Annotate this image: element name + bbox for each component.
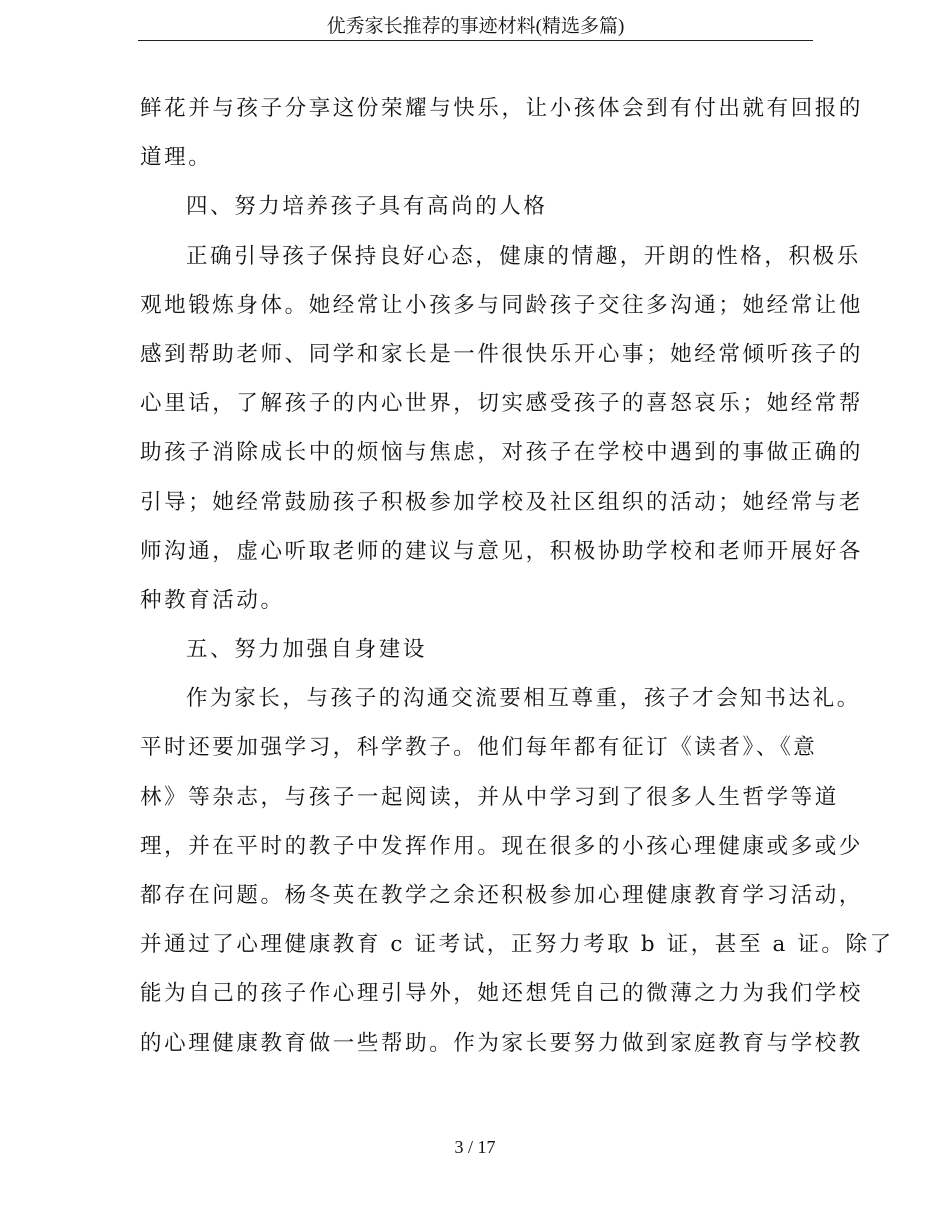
paragraph-line: 鲜花并与孩子分享这份荣耀与快乐，让小孩体会到有付出就有回报的 — [140, 96, 864, 121]
document-body — [140, 84, 894, 1068]
paragraph-line: 感到帮助老师、同学和家长是一件很快乐开心事；她经常倾听孩子的 — [140, 341, 864, 367]
paragraph-line: 道理。 — [140, 145, 213, 171]
section-heading: 五、努力加强自身建设 — [186, 637, 428, 663]
page-number: 3 / 17 — [454, 1137, 496, 1157]
paragraph-line: 助孩子消除成长中的烦恼与焦虑，对孩子在学校中遇到的事做正确的 — [140, 440, 864, 466]
paragraph-line: 平时还要加强学习，科学教子。他们每年都有征订《读者》、《意 — [140, 735, 818, 761]
section-heading: 四、努力培养孩子具有高尚的人格 — [186, 194, 548, 220]
paragraph-line: 正确引导孩子保持良好心态，健康的情趣，开朗的性格，积极乐 — [186, 243, 861, 269]
paragraph-line: 理，并在平时的教子中发挥作用。现在很多的小孩心理健康或多或少 — [140, 833, 864, 859]
paragraph-line: 林》等杂志，与孩子一起阅读，并从中学习到了很多人生哲学等道 — [140, 784, 839, 810]
paragraph-line: 引导；她经常鼓励孩子积极参加学校及社区组织的活动；她经常与老 — [140, 489, 864, 515]
paragraph-line: 的心理健康教育做一些帮助。作为家长要努力做到家庭教育与学校教 — [140, 1030, 864, 1056]
page-header-title: 优秀家长推荐的事迹材料(精选多篇) — [138, 14, 813, 41]
paragraph-line: 观地锻炼身体。她经常让小孩多与同龄孩子交往多沟通；她经常让他 — [140, 292, 864, 318]
paragraph-line: 都存在问题。杨冬英在教学之余还积极参加心理健康教育学习活动， — [140, 883, 864, 908]
paragraph-line: 心里话，了解孩子的内心世界，切实感受孩子的喜怒哀乐；她经常帮 — [140, 391, 864, 417]
paragraph-line: 种教育活动。 — [140, 587, 285, 613]
paragraph-line: 作为家长，与孩子的沟通交流要相互尊重，孩子才会知书达礼。 — [186, 686, 861, 712]
paragraph-line: 师沟通，虚心听取老师的建议与意见，积极协助学校和老师开展好各 — [140, 538, 864, 564]
paragraph-line: 能为自己的孩子作心理引导外，她还想凭自己的微薄之力为我们学校 — [140, 981, 864, 1007]
paragraph-line: 并通过了心理健康教育 c 证考试，正努力考取 b 证，甚至 a 证。除了 — [140, 932, 894, 958]
